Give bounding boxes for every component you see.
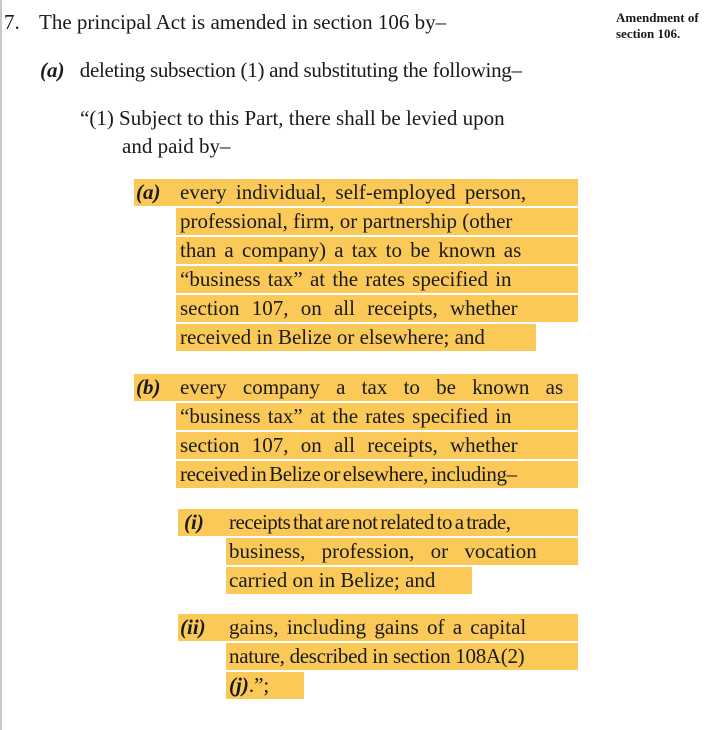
sub-item-ii-line-3 [229,671,269,699]
item-b-label: (b) [136,375,161,399]
margin-note [616,10,699,42]
sub-item-i-label: (i) [184,510,204,534]
item-b-line-3: section 107, on all receipts, whether [180,433,518,457]
item-a-line-6: received in Belize or elsewhere; and [180,325,485,349]
margin-note-line2: section 106. [616,26,681,41]
item-a-line-1: every individual, self-employed person, [180,180,527,204]
paragraph-a [40,56,522,84]
quote-line-1: “(1) Subject to this Part, there shall be levied upon [80,106,505,130]
item-b-line-1: every company a tax to be known as [180,375,564,399]
item-a-label: (a) [136,180,161,204]
quote-line-2: and paid by– [122,134,231,158]
sub-item-ii-tail: .”; [248,673,270,697]
item-a-line-5: section 107, on all receipts, whether [180,296,518,320]
sub-item-i-line-1: receipts that are not related to a trade, [229,510,511,534]
item-a-line-4: “business tax” at the rates specified in [180,267,512,291]
section-number: 7. [4,10,20,34]
sub-item-i-line-3: carried on in Belize; and [229,568,436,592]
sub-item-ii-line-2: nature, described in section 108A(2) [229,644,525,668]
item-b-line-4: received in Belize or elsewhere, including– [180,462,517,486]
item-b-line-2: “business tax” at the rates specified in [180,404,512,428]
section-heading [4,8,446,36]
sub-item-ii-ref: (j) [229,673,249,697]
section-heading-text: The principal Act is amended in section 106 by– [39,10,447,34]
margin-note-line1: Amendment of [616,10,699,25]
page-edge [0,0,2,730]
paragraph-a-text: deleting subsection (1) and substituting the following– [79,58,522,82]
item-a-line-3: than a company) a tax to be known as [180,238,522,262]
sub-item-i-line-2: business, profession, or vocation [229,539,537,563]
paragraph-a-label: (a) [40,58,65,82]
item-a-line-2: professional, firm, or partnership (other [180,209,513,233]
sub-item-ii-line-1: gains, including gains of a capital [229,615,527,639]
sub-item-ii-label: (ii) [180,615,206,639]
